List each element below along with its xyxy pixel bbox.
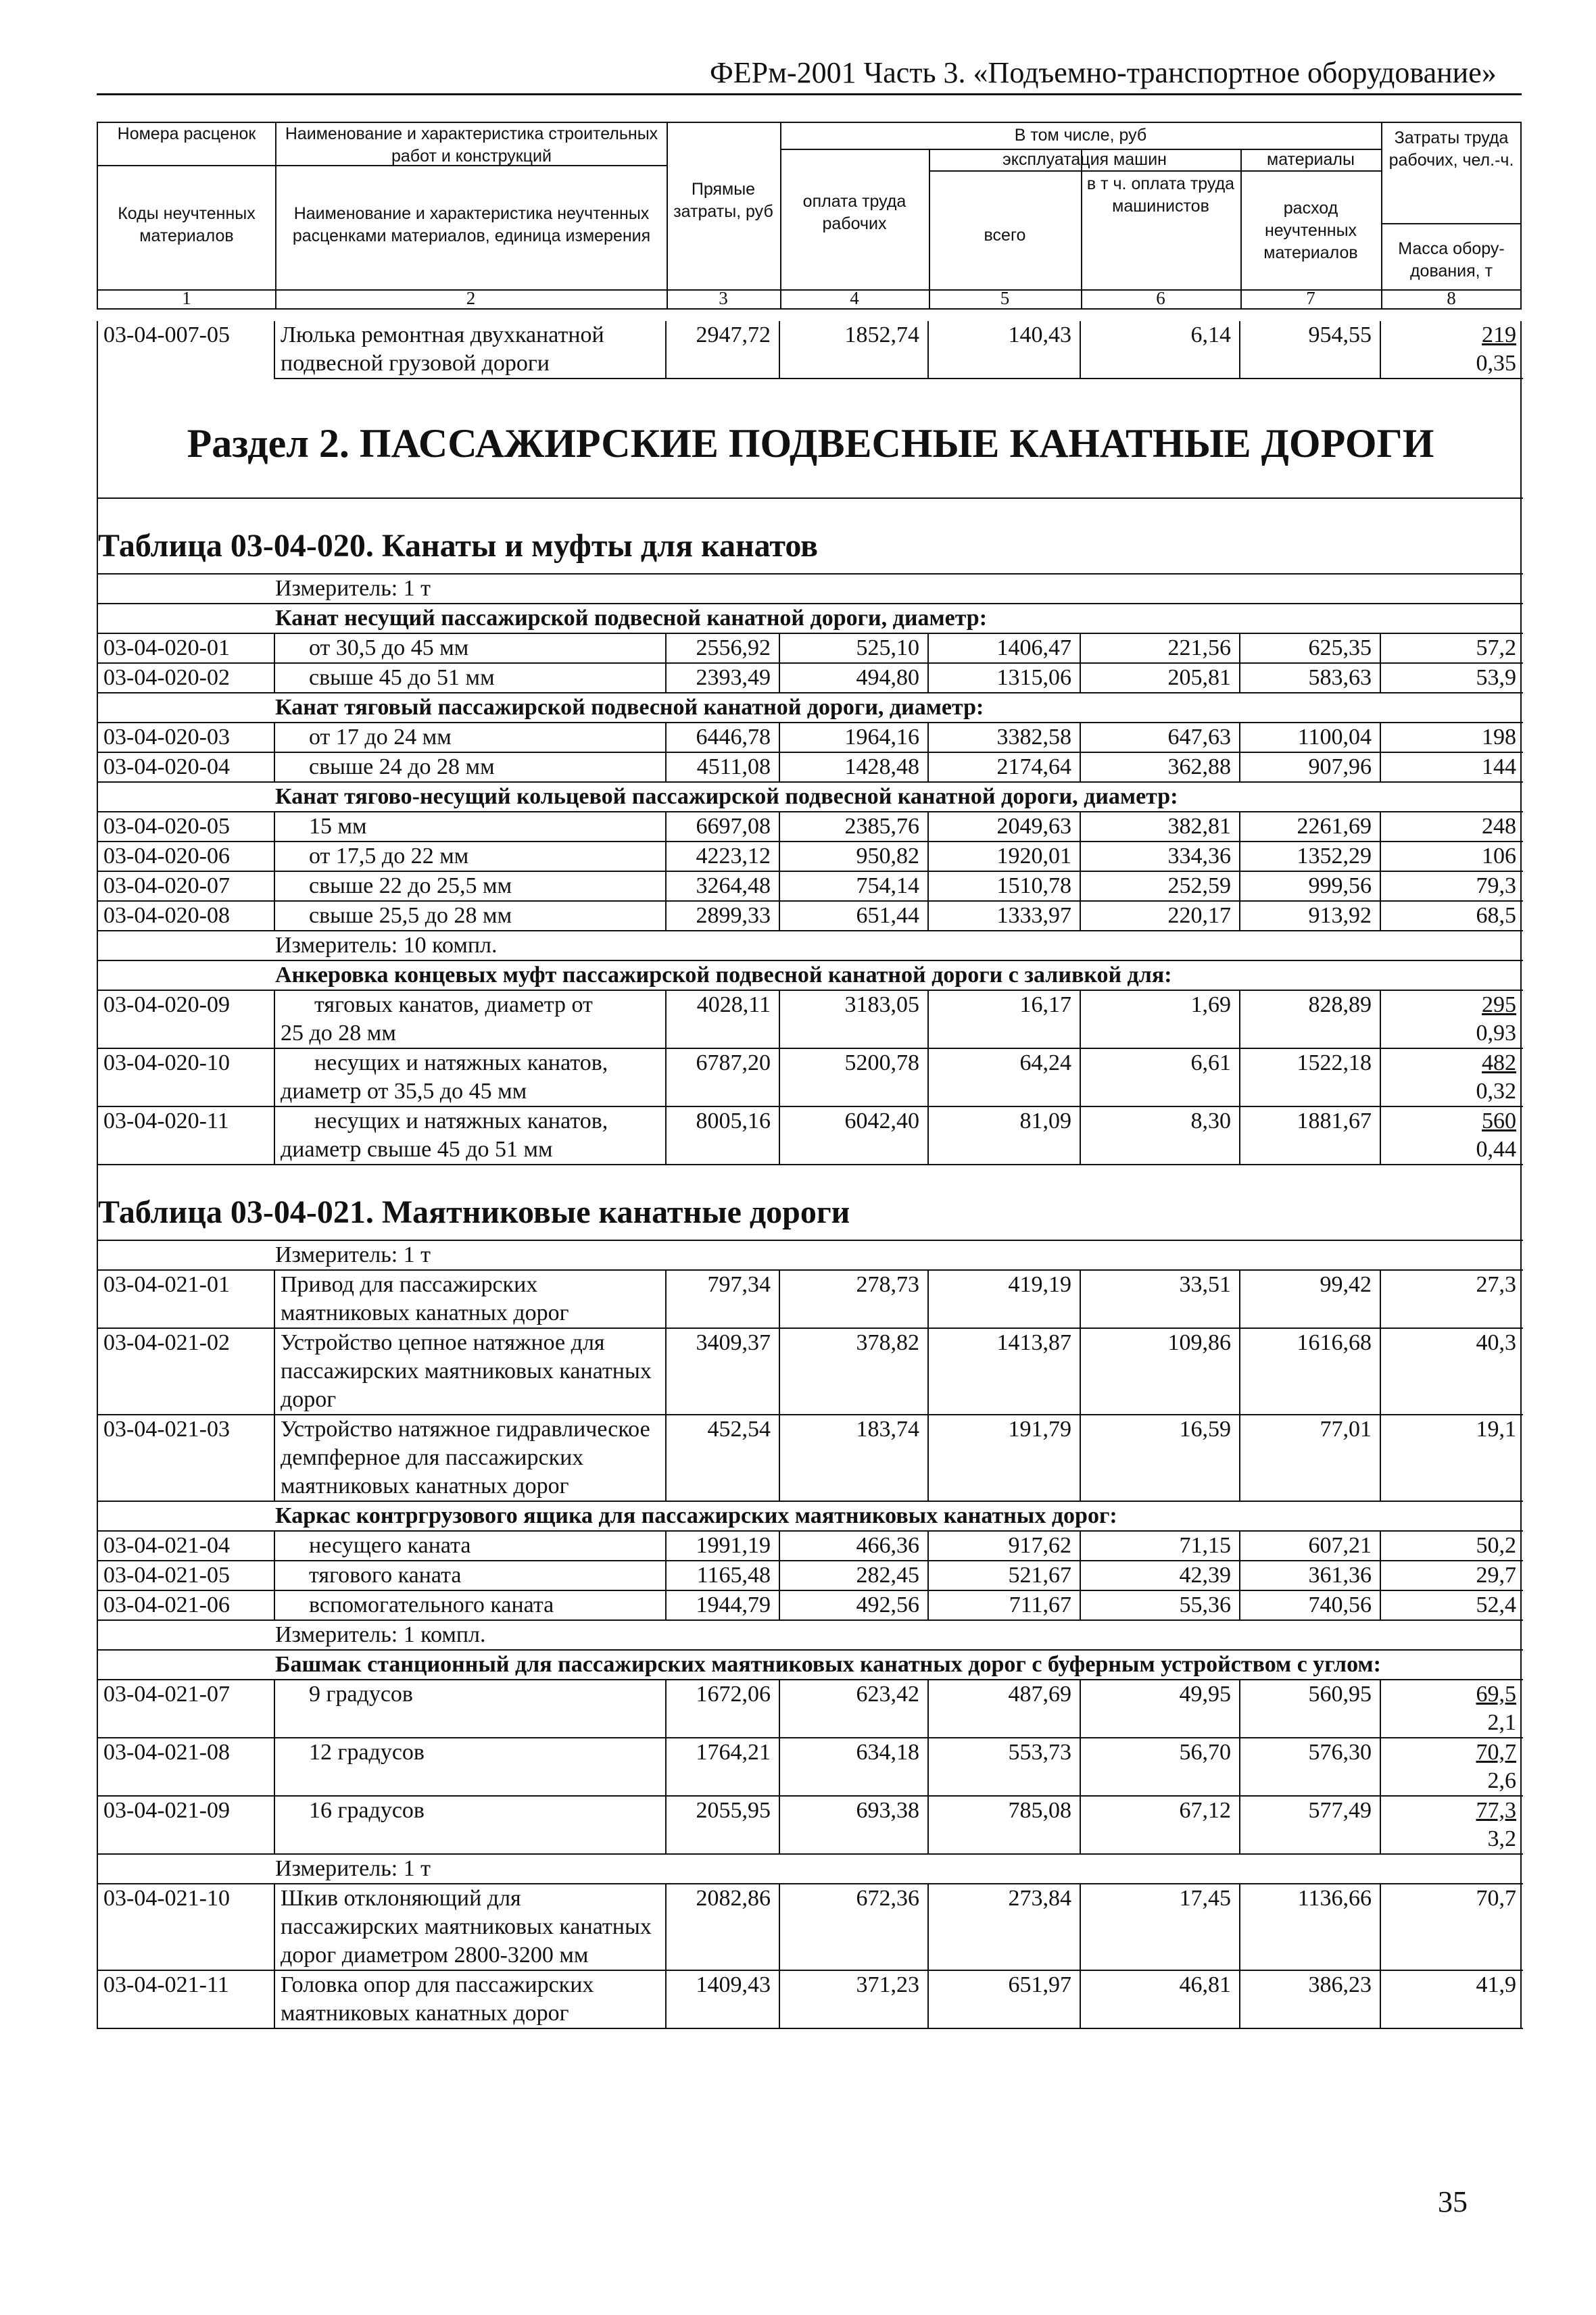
rate-code: 03-04-021-08 xyxy=(98,1738,275,1797)
machines-total: 2049,63 xyxy=(929,812,1081,842)
table-row xyxy=(97,664,1522,693)
rate-code: 03-04-021-11 xyxy=(98,1971,275,2029)
labor-cost: 19,1 xyxy=(1381,1415,1523,1502)
rate-code: 03-04-021-02 xyxy=(98,1329,275,1415)
table-020-title: Таблица 03-04-020. Канаты и муфты для канатов xyxy=(98,499,1523,575)
direct-costs: 1672,06 xyxy=(667,1680,780,1738)
rate-name: от 17 до 24 мм xyxy=(275,723,667,753)
worker-pay: 3183,05 xyxy=(780,991,929,1049)
machinist-pay: 220,17 xyxy=(1081,902,1240,931)
rate-code: 03-04-020-09 xyxy=(98,991,275,1049)
materials: 740,56 xyxy=(1240,1591,1381,1621)
col-number: 3 xyxy=(719,288,728,308)
worker-pay: 183,74 xyxy=(780,1415,929,1502)
direct-costs: 1409,43 xyxy=(667,1971,780,2029)
table-021-title: Таблица 03-04-021. Маятниковые канатные дороги xyxy=(98,1165,1523,1241)
col-number: 5 xyxy=(1000,288,1010,308)
rate-name-line1: тяговых канатов, диаметр от xyxy=(314,992,593,1017)
direct-costs: 1991,19 xyxy=(667,1532,780,1561)
machinist-pay: 205,81 xyxy=(1081,664,1240,693)
col-number: 6 xyxy=(1156,288,1165,308)
header-work-name: Наименование и характеристика строительных работ и конструкций xyxy=(285,124,658,166)
machines-total: 3382,58 xyxy=(929,723,1081,753)
worker-pay: 5200,78 xyxy=(780,1049,929,1107)
rate-name: 16 градусов xyxy=(275,1797,667,1855)
rate-code: 03-04-007-05 xyxy=(98,321,275,379)
worker-pay: 278,73 xyxy=(780,1271,929,1329)
machinist-pay: 49,95 xyxy=(1081,1680,1240,1738)
table-row xyxy=(97,753,1522,783)
machines-total: 273,84 xyxy=(929,1884,1081,1971)
header-unaccounted-materials: расход неучтенных материалов xyxy=(1263,199,1358,262)
table-row xyxy=(97,1329,1522,1415)
rate-name: свыше 24 до 28 мм xyxy=(275,753,667,783)
col-number: 7 xyxy=(1306,288,1315,308)
machinist-pay: 17,45 xyxy=(1081,1884,1240,1971)
machines-total: 419,19 xyxy=(929,1271,1081,1329)
labor-cost: 79,3 xyxy=(1381,872,1523,902)
labor-cost: 248 xyxy=(1381,812,1523,842)
labor-cost: 219 xyxy=(1482,322,1516,347)
machinist-pay: 56,70 xyxy=(1081,1738,1240,1797)
col-number: 4 xyxy=(850,288,859,308)
machinist-pay: 71,15 xyxy=(1081,1532,1240,1561)
header-equipment-mass: Масса обору-дования, т xyxy=(1398,239,1505,281)
rate-code: 03-04-020-10 xyxy=(98,1049,275,1107)
rate-name-line1: несущих и натяжных канатов, xyxy=(314,1108,608,1134)
materials: 1136,66 xyxy=(1240,1884,1381,1971)
rate-name-line2: 25 до 28 мм xyxy=(281,1021,396,1046)
worker-pay: 693,38 xyxy=(780,1797,929,1855)
worker-pay: 6042,40 xyxy=(780,1107,929,1165)
labor-cost: 69,5 xyxy=(1476,1682,1516,1707)
rate-code: 03-04-020-02 xyxy=(98,664,275,693)
equipment-mass: 0,93 xyxy=(1476,1021,1516,1046)
table-row xyxy=(97,812,1522,842)
worker-pay: 672,36 xyxy=(780,1884,929,1971)
machinist-pay: 221,56 xyxy=(1081,634,1240,664)
materials: 607,21 xyxy=(1240,1532,1381,1561)
labor-cost: 50,2 xyxy=(1381,1532,1523,1561)
labor-cost: 70,7 xyxy=(1381,1884,1523,1971)
rate-name: 12 градусов xyxy=(275,1738,667,1797)
direct-costs: 4223,12 xyxy=(667,842,780,872)
labor-cost: 53,9 xyxy=(1381,664,1523,693)
worker-pay: 2385,76 xyxy=(780,812,929,842)
labor-cost: 29,7 xyxy=(1381,1561,1523,1591)
labor-cost: 27,3 xyxy=(1381,1271,1523,1329)
rate-code: 03-04-020-11 xyxy=(98,1107,275,1165)
table-row xyxy=(97,1532,1522,1561)
direct-costs: 3409,37 xyxy=(667,1329,780,1415)
worker-pay: 492,56 xyxy=(780,1591,929,1621)
table-row xyxy=(97,991,1522,1049)
machines-total: 917,62 xyxy=(929,1532,1081,1561)
header-total: всего xyxy=(984,226,1026,245)
rate-name: вспомогательного каната xyxy=(275,1591,667,1621)
table-row xyxy=(97,1591,1522,1621)
measure-unit: Измеритель: 10 компл. xyxy=(98,931,1523,961)
machines-total: 81,09 xyxy=(929,1107,1081,1165)
worker-pay: 623,42 xyxy=(780,1680,929,1738)
worker-pay: 1964,16 xyxy=(780,723,929,753)
machinist-pay: 42,39 xyxy=(1081,1561,1240,1591)
direct-costs: 8005,16 xyxy=(667,1107,780,1165)
table-row xyxy=(97,1049,1522,1107)
direct-costs: 2055,95 xyxy=(667,1797,780,1855)
machinist-pay: 6,14 xyxy=(1081,321,1240,379)
machinist-pay: 362,88 xyxy=(1081,753,1240,783)
materials: 99,42 xyxy=(1240,1271,1381,1329)
machines-total: 1406,47 xyxy=(929,634,1081,664)
materials: 560,95 xyxy=(1240,1680,1381,1738)
labor-cost: 70,7 xyxy=(1476,1740,1516,1765)
machinist-pay: 8,30 xyxy=(1081,1107,1240,1165)
materials: 77,01 xyxy=(1240,1415,1381,1502)
section-title: Раздел 2. ПАССАЖИРСКИЕ ПОДВЕСНЫЕ КАНАТНЫЕ ДОРОГИ xyxy=(98,379,1523,499)
machinist-pay: 55,36 xyxy=(1081,1591,1240,1621)
direct-costs: 2556,92 xyxy=(667,634,780,664)
materials: 1616,68 xyxy=(1240,1329,1381,1415)
machines-total: 785,08 xyxy=(929,1797,1081,1855)
machines-total: 2174,64 xyxy=(929,753,1081,783)
table-row xyxy=(97,1271,1522,1329)
equipment-mass: 2,1 xyxy=(1487,1710,1516,1735)
machinist-pay: 46,81 xyxy=(1081,1971,1240,2029)
rate-name: свыше 25,5 до 28 мм xyxy=(275,902,667,931)
rate-name: Привод для пассажирских маятниковых канатных дорог xyxy=(275,1271,667,1329)
rate-code: 03-04-021-10 xyxy=(98,1884,275,1971)
table-header xyxy=(97,122,1522,310)
rate-code: 03-04-021-09 xyxy=(98,1797,275,1855)
rate-code: 03-04-020-06 xyxy=(98,842,275,872)
materials: 625,35 xyxy=(1240,634,1381,664)
table-row xyxy=(97,1680,1522,1738)
rate-code: 03-04-021-03 xyxy=(98,1415,275,1502)
direct-costs: 797,34 xyxy=(667,1271,780,1329)
labor-cost: 198 xyxy=(1381,723,1523,753)
materials: 954,55 xyxy=(1240,321,1381,379)
equipment-mass: 0,32 xyxy=(1476,1079,1516,1104)
direct-costs: 1944,79 xyxy=(667,1591,780,1621)
rate-code: 03-04-021-07 xyxy=(98,1680,275,1738)
machines-total: 711,67 xyxy=(929,1591,1081,1621)
header-machinist-pay: в т ч. оплата труда машинистов xyxy=(1086,174,1235,216)
header-rate-numbers: Номера расценок xyxy=(117,124,256,143)
machinist-pay: 6,61 xyxy=(1081,1049,1240,1107)
rate-code: 03-04-020-08 xyxy=(98,902,275,931)
table-row xyxy=(97,1415,1522,1502)
machines-total: 16,17 xyxy=(929,991,1081,1049)
rate-name-line2: диаметр от 35,5 до 45 мм xyxy=(281,1079,527,1104)
group-heading: Каркас контргрузового ящика для пассажирских маятниковых канатных дорог: xyxy=(98,1502,1523,1532)
machines-total: 521,67 xyxy=(929,1561,1081,1591)
rate-code: 03-04-021-06 xyxy=(98,1591,275,1621)
worker-pay: 1852,74 xyxy=(780,321,929,379)
machinist-pay: 67,12 xyxy=(1081,1797,1240,1855)
table-row xyxy=(97,842,1522,872)
materials: 828,89 xyxy=(1240,991,1381,1049)
direct-costs: 2393,49 xyxy=(667,664,780,693)
header-including: В том числе, руб xyxy=(1014,126,1147,145)
materials: 2261,69 xyxy=(1240,812,1381,842)
col-number: 1 xyxy=(182,288,191,308)
rate-name: свыше 45 до 51 мм xyxy=(275,664,667,693)
equipment-mass: 3,2 xyxy=(1487,1826,1516,1851)
rate-code: 03-04-020-04 xyxy=(98,753,275,783)
worker-pay: 525,10 xyxy=(780,634,929,664)
rate-name: тягового каната xyxy=(275,1561,667,1591)
measure-unit: Измеритель: 1 т xyxy=(98,1241,1523,1271)
col-number: 8 xyxy=(1447,288,1456,308)
measure-unit: Измеритель: 1 компл. xyxy=(98,1621,1523,1651)
table-row xyxy=(97,1561,1522,1591)
labor-cost: 560 xyxy=(1482,1108,1516,1134)
rate-name: несущего каната xyxy=(275,1532,667,1561)
worker-pay: 950,82 xyxy=(780,842,929,872)
rate-name: 9 градусов xyxy=(275,1680,667,1738)
worker-pay: 634,18 xyxy=(780,1738,929,1797)
rate-code: 03-04-021-04 xyxy=(98,1532,275,1561)
header-material-codes: Коды неучтенных материалов xyxy=(118,204,256,245)
materials: 1352,29 xyxy=(1240,842,1381,872)
group-heading: Башмак станционный для пассажирских маятниковых канатных дорог с буферным устройством с углом: xyxy=(98,1651,1523,1680)
materials: 361,36 xyxy=(1240,1561,1381,1591)
equipment-mass: 2,6 xyxy=(1487,1768,1516,1793)
machines-total: 191,79 xyxy=(929,1415,1081,1502)
machines-total: 140,43 xyxy=(929,321,1081,379)
equipment-mass: 0,35 xyxy=(1476,351,1516,376)
rate-name: Устройство натяжное гидравлическое демпферное для пассажирских маятниковых канатных дорог xyxy=(275,1415,667,1502)
machinist-pay: 647,63 xyxy=(1081,723,1240,753)
measure-unit: Измеритель: 1 т xyxy=(98,575,1523,604)
machines-total: 1920,01 xyxy=(929,842,1081,872)
rate-code: 03-04-021-01 xyxy=(98,1271,275,1329)
machinist-pay: 382,81 xyxy=(1081,812,1240,842)
materials: 907,96 xyxy=(1240,753,1381,783)
group-heading: Анкеровка концевых муфт пассажирской подвесной канатной дороги с заливкой для: xyxy=(98,961,1523,991)
materials: 999,56 xyxy=(1240,872,1381,902)
rate-code: 03-04-020-01 xyxy=(98,634,275,664)
worker-pay: 1428,48 xyxy=(780,753,929,783)
labor-cost: 68,5 xyxy=(1381,902,1523,931)
equipment-mass: 0,44 xyxy=(1476,1137,1516,1162)
materials: 1100,04 xyxy=(1240,723,1381,753)
machines-total: 651,97 xyxy=(929,1971,1081,2029)
materials: 577,49 xyxy=(1240,1797,1381,1855)
machines-total: 487,69 xyxy=(929,1680,1081,1738)
machines-total: 64,24 xyxy=(929,1049,1081,1107)
machinist-pay: 109,86 xyxy=(1081,1329,1240,1415)
direct-costs: 1165,48 xyxy=(667,1561,780,1591)
labor-cost: 57,2 xyxy=(1381,634,1523,664)
materials: 386,23 xyxy=(1240,1971,1381,2029)
rate-code: 03-04-020-03 xyxy=(98,723,275,753)
worker-pay: 466,36 xyxy=(780,1532,929,1561)
rate-code: 03-04-020-05 xyxy=(98,812,275,842)
table-row xyxy=(97,1107,1522,1165)
rate-name: от 30,5 до 45 мм xyxy=(275,634,667,664)
labor-cost: 52,4 xyxy=(1381,1591,1523,1621)
machinist-pay: 334,36 xyxy=(1081,842,1240,872)
direct-costs: 2947,72 xyxy=(667,321,780,379)
worker-pay: 371,23 xyxy=(780,1971,929,2029)
header-worker-pay: оплата труда рабочих xyxy=(802,192,906,233)
rate-code: 03-04-021-05 xyxy=(98,1561,275,1591)
table-row xyxy=(97,872,1522,902)
rates-table xyxy=(97,321,1522,2029)
header-material-name: Наименование и характеристика неучтенных расценками материалов, единица измерения xyxy=(292,204,651,245)
header-materials: материалы xyxy=(1267,150,1355,169)
rate-name: свыше 22 до 25,5 мм xyxy=(275,872,667,902)
worker-pay: 494,80 xyxy=(780,664,929,693)
direct-costs: 1764,21 xyxy=(667,1738,780,1797)
direct-costs: 4028,11 xyxy=(667,991,780,1049)
labor-cost: 106 xyxy=(1381,842,1523,872)
rate-code: 03-04-020-07 xyxy=(98,872,275,902)
direct-costs: 6697,08 xyxy=(667,812,780,842)
direct-costs: 452,54 xyxy=(667,1415,780,1502)
machines-total: 1510,78 xyxy=(929,872,1081,902)
worker-pay: 754,14 xyxy=(780,872,929,902)
header-labor-cost: Затраты труда рабочих, чел.-ч. xyxy=(1388,128,1514,170)
worker-pay: 378,82 xyxy=(780,1329,929,1415)
machines-total: 1315,06 xyxy=(929,664,1081,693)
rate-name: от 17,5 до 22 мм xyxy=(275,842,667,872)
machinist-pay: 16,59 xyxy=(1081,1415,1240,1502)
materials: 913,92 xyxy=(1240,902,1381,931)
direct-costs: 6446,78 xyxy=(667,723,780,753)
rate-name: 15 мм xyxy=(275,812,667,842)
measure-unit: Измеритель: 1 т xyxy=(98,1855,1523,1884)
rate-name: Шкив отклоняющий для пассажирских маятниковых канатных дорог диаметром 2800-3200 мм xyxy=(275,1884,667,1971)
group-heading: Канат тягово-несущий кольцевой пассажирской подвесной канатной дороги, диаметр: xyxy=(98,783,1523,812)
machines-total: 1413,87 xyxy=(929,1329,1081,1415)
table-row xyxy=(97,902,1522,931)
machinist-pay: 33,51 xyxy=(1081,1271,1240,1329)
rate-name-line2: диаметр свыше 45 до 51 мм xyxy=(281,1137,553,1162)
worker-pay: 282,45 xyxy=(780,1561,929,1591)
table-row xyxy=(97,1738,1522,1797)
table-row xyxy=(97,1797,1522,1855)
machines-total: 1333,97 xyxy=(929,902,1081,931)
table-row xyxy=(97,723,1522,753)
table-row xyxy=(97,1971,1522,2029)
materials: 583,63 xyxy=(1240,664,1381,693)
labor-cost: 40,3 xyxy=(1381,1329,1523,1415)
materials: 1881,67 xyxy=(1240,1107,1381,1165)
worker-pay: 651,44 xyxy=(780,902,929,931)
labor-cost: 41,9 xyxy=(1381,1971,1523,2029)
rate-name: Устройство цепное натяжное для пассажирских маятниковых канатных дорог xyxy=(275,1329,667,1415)
header-machines: эксплуатация машин xyxy=(1002,150,1167,169)
col-number: 2 xyxy=(466,288,476,308)
direct-costs: 2899,33 xyxy=(667,902,780,931)
machinist-pay: 252,59 xyxy=(1081,872,1240,902)
rate-name-line1: несущих и натяжных канатов, xyxy=(314,1050,608,1075)
labor-cost: 144 xyxy=(1381,753,1523,783)
direct-costs: 2082,86 xyxy=(667,1884,780,1971)
direct-costs: 3264,48 xyxy=(667,872,780,902)
machines-total: 553,73 xyxy=(929,1738,1081,1797)
materials: 576,30 xyxy=(1240,1738,1381,1797)
header-rule xyxy=(97,93,1522,95)
rate-name: Люлька ремонтная двухканатной подвесной грузовой дороги xyxy=(275,321,667,379)
header-direct-costs: Прямые затраты, руб xyxy=(673,180,773,221)
machinist-pay: 1,69 xyxy=(1081,991,1240,1049)
page-number: 35 xyxy=(1438,2185,1468,2218)
group-heading: Канат тяговый пассажирской подвесной канатной дороги, диаметр: xyxy=(98,693,1523,723)
table-row xyxy=(97,634,1522,664)
group-heading: Канат несущий пассажирской подвесной канатной дороги, диаметр: xyxy=(98,604,1523,634)
rate-name: Головка опор для пассажирских маятниковых канатных дорог xyxy=(275,1971,667,2029)
materials: 1522,18 xyxy=(1240,1049,1381,1107)
labor-cost: 77,3 xyxy=(1476,1798,1516,1823)
table-row xyxy=(97,1884,1522,1971)
labor-cost: 482 xyxy=(1482,1050,1516,1075)
running-header: ФЕРм-2001 Часть 3. «Подъемно-транспортное оборудование» xyxy=(710,56,1497,89)
direct-costs: 4511,08 xyxy=(667,753,780,783)
direct-costs: 6787,20 xyxy=(667,1049,780,1107)
labor-cost: 295 xyxy=(1482,992,1516,1017)
